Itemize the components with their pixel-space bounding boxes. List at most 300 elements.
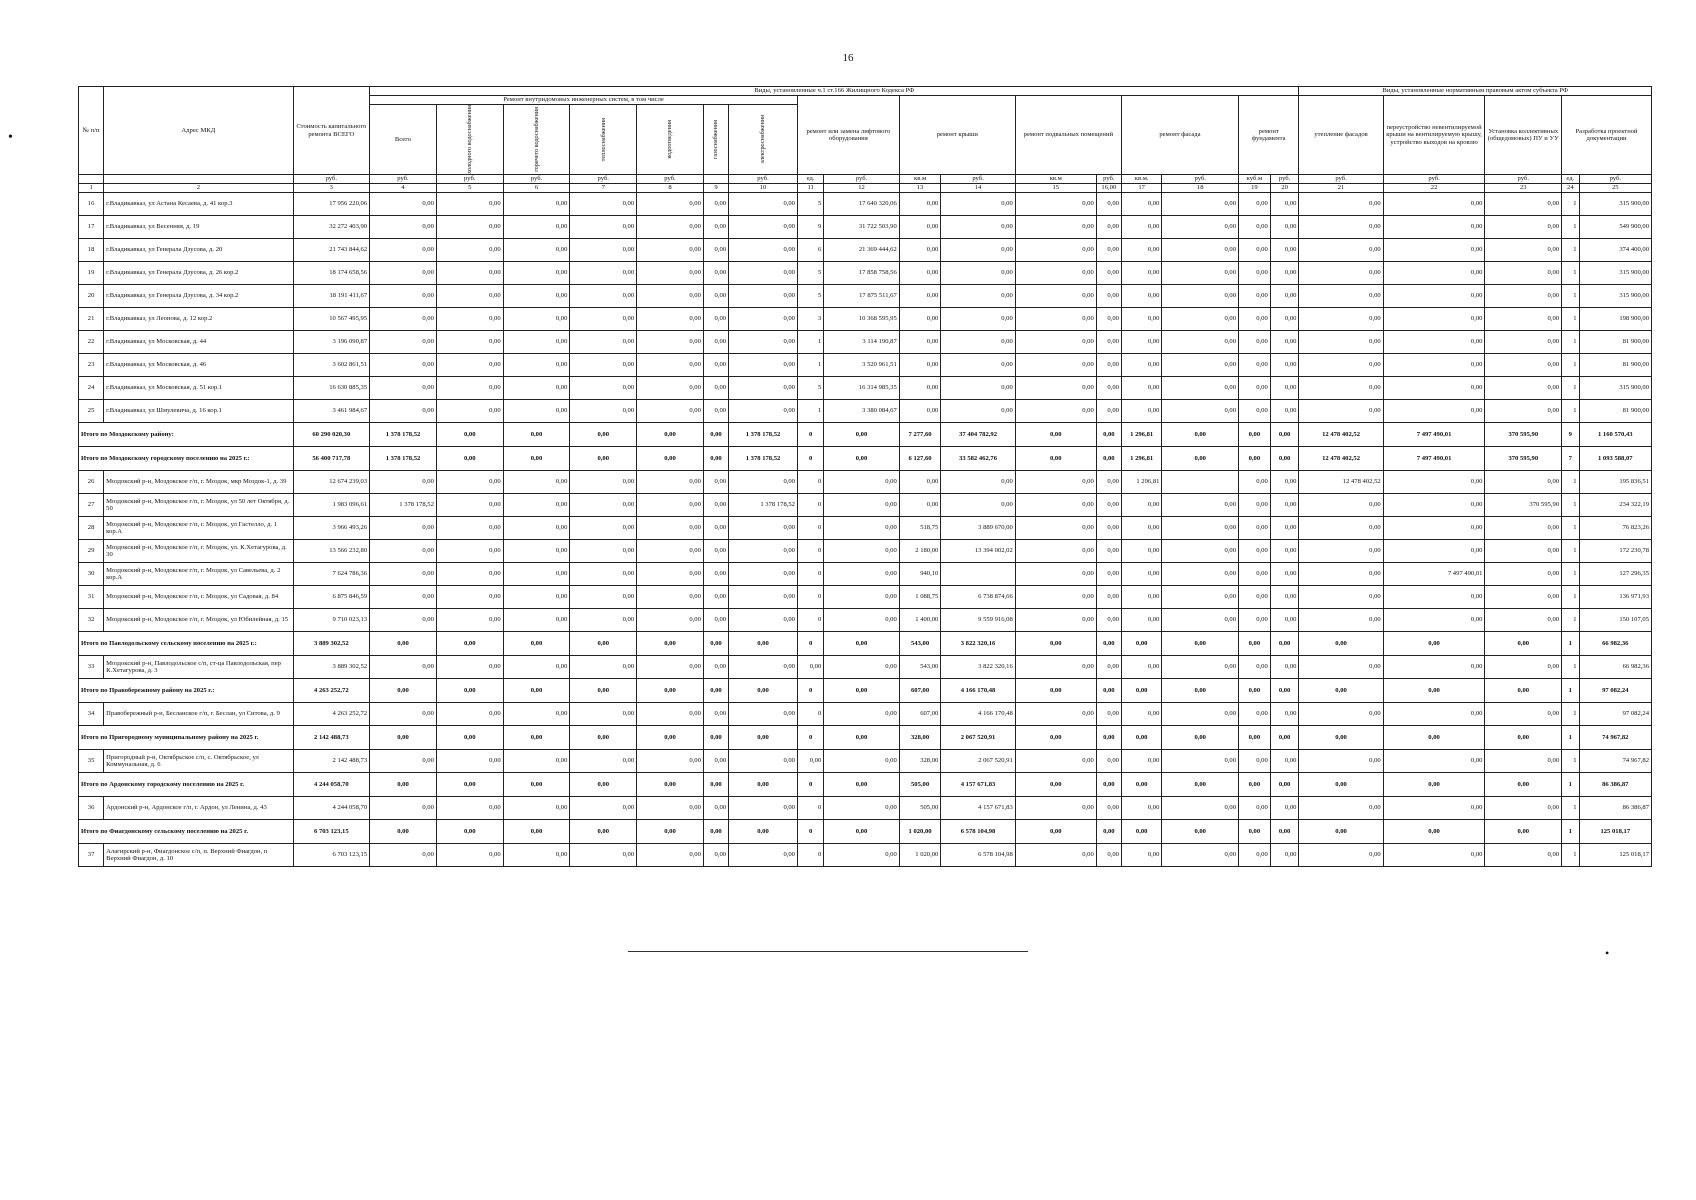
value-cell: 0,00 [1015, 216, 1096, 239]
value-cell: 1 [1562, 540, 1580, 563]
header-cost-total: Стоимость капитального ремонта ВСЕГО [293, 87, 370, 175]
value-cell: 18 191 411,67 [293, 285, 370, 308]
value-cell: 0,00 [436, 308, 503, 331]
value-cell: 0,00 [570, 609, 637, 632]
value-cell: 12 478 402,52 [1299, 447, 1383, 471]
header-hot-water [503, 105, 570, 175]
value-cell: 0,00 [370, 656, 437, 679]
value-cell: 0,00 [1121, 517, 1161, 540]
value-cell: 0,00 [1096, 679, 1121, 703]
value-cell: 0,00 [824, 494, 900, 517]
value-cell: 81 900,00 [1579, 354, 1651, 377]
header-gas [703, 105, 728, 175]
table-row [79, 540, 1652, 563]
value-cell: 1 378 178,52 [370, 494, 437, 517]
value-cell: 2 067 520,91 [941, 750, 1015, 773]
value-cell: 4 263 252,72 [293, 703, 370, 726]
row-number: 22 [79, 331, 104, 354]
value-cell: 3 [797, 308, 823, 331]
value-cell: 0,00 [370, 193, 437, 216]
value-cell: 7 [1562, 447, 1580, 471]
value-cell: 0,00 [1239, 586, 1271, 609]
value-cell: 0,00 [570, 423, 637, 447]
value-cell: 0,00 [824, 820, 900, 844]
value-cell: 0,00 [1239, 773, 1271, 797]
value-cell: 0,00 [824, 447, 900, 471]
value-cell: 0,00 [1162, 308, 1239, 331]
row-address: Моздокский р-н, Моздокское г/п, г. Моздок, мкр Моздок-1, д. 39 [104, 471, 293, 494]
value-cell: 3 520 961,51 [824, 354, 900, 377]
value-cell: 0,00 [1383, 632, 1485, 656]
value-cell: 1 020,00 [899, 820, 941, 844]
value-cell: 0,00 [637, 377, 704, 400]
value-cell: 0,00 [570, 216, 637, 239]
value-cell: 0,00 [370, 285, 437, 308]
value-cell: 0,00 [1239, 285, 1271, 308]
value-cell: 0,00 [824, 609, 900, 632]
value-cell: 1 [1562, 377, 1580, 400]
capital-repair-table [78, 86, 1652, 867]
value-cell: 0,00 [797, 750, 823, 773]
value-cell: 7 497 490,01 [1383, 447, 1485, 471]
value-cell: 1 [1562, 703, 1580, 726]
value-cell: 0,00 [1383, 517, 1485, 540]
value-cell: 0,00 [1096, 471, 1121, 494]
value-cell: 0,00 [570, 703, 637, 726]
value-cell: 0,00 [637, 773, 704, 797]
value-cell: 1 [1562, 308, 1580, 331]
value-cell: 0,00 [703, 377, 728, 400]
value-cell: 0,00 [941, 216, 1015, 239]
value-cell: 0,00 [1270, 773, 1299, 797]
table-row [79, 494, 1652, 517]
value-cell: 0,00 [1239, 632, 1271, 656]
unit-cell: руб. [293, 175, 370, 184]
value-cell: 0,00 [703, 632, 728, 656]
row-number: 29 [79, 540, 104, 563]
subtotal-row [79, 679, 1652, 703]
value-cell: 1 [1562, 563, 1580, 586]
value-cell: 66 982,36 [1579, 656, 1651, 679]
value-cell: 9 710 023,13 [293, 609, 370, 632]
value-cell: 33 582 462,76 [941, 447, 1015, 471]
row-number: 27 [79, 494, 104, 517]
value-cell: 0,00 [729, 703, 798, 726]
value-cell: 0,00 [436, 586, 503, 609]
value-cell: 0,00 [729, 308, 798, 331]
value-cell: 0,00 [436, 216, 503, 239]
value-cell: 0,00 [1121, 285, 1161, 308]
value-cell: 74 967,82 [1579, 726, 1651, 750]
value-cell: 0,00 [436, 679, 503, 703]
value-cell: 0,00 [729, 586, 798, 609]
value-cell: 0,00 [1162, 797, 1239, 820]
value-cell: 0,00 [370, 354, 437, 377]
unit-cell: руб. [637, 175, 704, 184]
value-cell: 0,00 [1015, 423, 1096, 447]
value-cell: 0,00 [1299, 679, 1383, 703]
value-cell: 0,00 [729, 797, 798, 820]
value-cell: 1 [1562, 285, 1580, 308]
value-cell: 0,00 [1270, 285, 1299, 308]
value-cell: 0 [797, 494, 823, 517]
value-cell: 0,00 [370, 308, 437, 331]
value-cell: 0,00 [1485, 400, 1562, 423]
value-cell: 0,00 [1162, 540, 1239, 563]
column-number-cell: 21 [1299, 184, 1383, 193]
value-cell: 0,00 [1015, 540, 1096, 563]
value-cell: 31 722 503,90 [824, 216, 900, 239]
value-cell: 4 157 671,83 [941, 773, 1015, 797]
value-cell: 0,00 [1299, 726, 1383, 750]
header-address: Адрес МКД [104, 87, 293, 175]
row-address: Моздокский р-н, Моздокское г/п, г. Моздок, ул Савельева, д. 2 кор.А [104, 563, 293, 586]
header-roof: ремонт крыши [899, 96, 1015, 175]
value-cell: 0,00 [1121, 262, 1161, 285]
value-cell: 0,00 [824, 773, 900, 797]
value-cell: 0,00 [1239, 308, 1271, 331]
value-cell: 0 [797, 726, 823, 750]
header-insulation: утепление фасадов [1299, 96, 1383, 175]
row-address: Пригородный р-н, Октябрьское с/п, с. Октябрьское, ул Коммунальная, д. 6 [104, 750, 293, 773]
subtotal-label: Итого по Моздокскому городскому поселению на 2025 г.: [79, 447, 294, 471]
value-cell: 0,00 [824, 679, 900, 703]
value-cell: 0,00 [1299, 844, 1383, 867]
value-cell: 6 703 123,15 [293, 844, 370, 867]
value-cell: 0,00 [1015, 609, 1096, 632]
value-cell: 0,00 [703, 517, 728, 540]
value-cell: 0,00 [1299, 377, 1383, 400]
value-cell: 0,00 [1096, 844, 1121, 867]
value-cell: 3 889 302,52 [293, 656, 370, 679]
units-row [79, 175, 1652, 184]
value-cell: 0,00 [1121, 400, 1161, 423]
unit-cell: кв.м [1015, 175, 1096, 184]
value-cell: 0,00 [1485, 609, 1562, 632]
value-cell: 0,00 [1239, 609, 1271, 632]
value-cell: 0,00 [1121, 494, 1161, 517]
value-cell [1162, 471, 1239, 494]
value-cell: 0,00 [1239, 844, 1271, 867]
value-cell: 0,00 [1162, 331, 1239, 354]
value-cell: 0,00 [1121, 354, 1161, 377]
value-cell: 0,00 [570, 797, 637, 820]
value-cell: 0,00 [703, 193, 728, 216]
column-number-cell: 4 [370, 184, 437, 193]
value-cell: 0,00 [503, 609, 570, 632]
value-cell: 370 595,90 [1485, 494, 1562, 517]
value-cell: 0,00 [729, 285, 798, 308]
value-cell: 0 [797, 540, 823, 563]
value-cell: 1 [1562, 494, 1580, 517]
header-electric-text: электроснабжения [759, 115, 767, 164]
value-cell: 0,00 [637, 726, 704, 750]
value-cell: 0,00 [1270, 540, 1299, 563]
value-cell: 0,00 [436, 517, 503, 540]
value-cell: 0,00 [370, 844, 437, 867]
row-address: Моздокский р-н, Моздокское г/п, г. Моздок, ул. К.Хетагурова, д. 30 [104, 540, 293, 563]
header-design: Разработка проектной документации [1562, 96, 1652, 175]
value-cell: 0,00 [637, 797, 704, 820]
value-cell: 12 478 402,52 [1299, 423, 1383, 447]
value-cell: 0,00 [503, 679, 570, 703]
value-cell: 1 [1562, 239, 1580, 262]
value-cell: 81 900,00 [1579, 331, 1651, 354]
value-cell: 0,00 [370, 679, 437, 703]
unit-cell [79, 175, 104, 184]
value-cell: 0,00 [503, 471, 570, 494]
value-cell: 0,00 [899, 262, 941, 285]
value-cell: 13 566 232,80 [293, 540, 370, 563]
value-cell: 0,00 [570, 726, 637, 750]
value-cell: 4 166 170,48 [941, 679, 1015, 703]
value-cell: 0,00 [370, 540, 437, 563]
value-cell: 0,00 [729, 400, 798, 423]
row-address: г.Владикавказ, ул Шмулевича, д. 16 кор.1 [104, 400, 293, 423]
value-cell: 0,00 [1239, 726, 1271, 750]
value-cell: 1 [1562, 193, 1580, 216]
value-cell: 0,00 [703, 331, 728, 354]
value-cell: 0,00 [941, 262, 1015, 285]
value-cell: 0,00 [1299, 703, 1383, 726]
value-cell: 0,00 [1299, 517, 1383, 540]
value-cell: 3 966 493,26 [293, 517, 370, 540]
value-cell: 0,00 [436, 726, 503, 750]
value-cell: 0,00 [1383, 400, 1485, 423]
table-body [79, 193, 1652, 867]
column-number-cell: 25 [1579, 184, 1651, 193]
value-cell: 0,00 [1383, 586, 1485, 609]
value-cell: 0,00 [703, 262, 728, 285]
value-cell: 0,00 [570, 331, 637, 354]
value-cell: 1 983 096,61 [293, 494, 370, 517]
value-cell: 0 [797, 517, 823, 540]
value-cell: 0,00 [1383, 609, 1485, 632]
row-number: 33 [79, 656, 104, 679]
row-number: 31 [79, 586, 104, 609]
value-cell: 0,00 [1121, 656, 1161, 679]
value-cell: 6 [797, 239, 823, 262]
subtotal-row [79, 726, 1652, 750]
value-cell: 0,00 [370, 239, 437, 262]
value-cell: 0,00 [1096, 239, 1121, 262]
value-cell: 0,00 [1121, 750, 1161, 773]
value-cell: 0,00 [1299, 773, 1383, 797]
row-number: 25 [79, 400, 104, 423]
value-cell: 9 [1562, 423, 1580, 447]
value-cell: 0,00 [1383, 679, 1485, 703]
value-cell: 0,00 [637, 354, 704, 377]
value-cell: 0,00 [570, 820, 637, 844]
table-row [79, 400, 1652, 423]
value-cell: 0,00 [1239, 400, 1271, 423]
value-cell: 150 107,05 [1579, 609, 1651, 632]
subtotal-row [79, 773, 1652, 797]
value-cell: 0,00 [436, 540, 503, 563]
subtotal-label: Итого по Пригородному муниципальному району на 2025 г. [79, 726, 294, 750]
value-cell: 1 [1562, 632, 1580, 656]
value-cell: 0,00 [1299, 308, 1383, 331]
value-cell: 0,00 [797, 656, 823, 679]
value-cell: 0,00 [729, 726, 798, 750]
value-cell: 0 [797, 471, 823, 494]
value-cell: 0,00 [570, 377, 637, 400]
header-cold-water [436, 105, 503, 175]
value-cell: 0,00 [503, 494, 570, 517]
value-cell: 0,00 [703, 494, 728, 517]
unit-cell: руб. [436, 175, 503, 184]
value-cell: 4 244 058,70 [293, 797, 370, 820]
value-cell: 1 378 178,52 [370, 447, 437, 471]
value-cell: 1 [1562, 400, 1580, 423]
header-drainage-text: водоотведения [666, 120, 674, 159]
value-cell: 0,00 [1162, 239, 1239, 262]
value-cell: 0,00 [1383, 471, 1485, 494]
value-cell: 17 858 758,56 [824, 262, 900, 285]
value-cell: 0,00 [899, 377, 941, 400]
value-cell: 543,00 [899, 632, 941, 656]
value-cell: 0,00 [1015, 679, 1096, 703]
value-cell: 0,00 [1270, 400, 1299, 423]
value-cell: 0,00 [1162, 216, 1239, 239]
subtotal-row [79, 423, 1652, 447]
value-cell: 0,00 [1270, 193, 1299, 216]
value-cell: 0 [797, 703, 823, 726]
value-cell: 0,00 [370, 726, 437, 750]
row-number: 34 [79, 703, 104, 726]
row-address: г.Владикавказ, ул Московская, д. 44 [104, 331, 293, 354]
value-cell: 1 [1562, 331, 1580, 354]
value-cell: 0,00 [729, 632, 798, 656]
value-cell: 0,00 [1485, 308, 1562, 331]
value-cell: 6 578 104,98 [941, 844, 1015, 867]
value-cell: 86 386,87 [1579, 797, 1651, 820]
value-cell: 0,00 [703, 844, 728, 867]
column-number-cell: 22 [1383, 184, 1485, 193]
value-cell: 0,00 [503, 308, 570, 331]
row-number: 23 [79, 354, 104, 377]
value-cell: 12 674 239,03 [293, 471, 370, 494]
value-cell: 1 [1562, 656, 1580, 679]
header-drainage [637, 105, 704, 175]
unit-cell: кв.м. [1121, 175, 1161, 184]
value-cell: 0,00 [1096, 400, 1121, 423]
value-cell: 0,00 [1162, 517, 1239, 540]
value-cell: 0,00 [1299, 331, 1383, 354]
value-cell: 3 889 302,52 [293, 632, 370, 656]
value-cell: 0,00 [1121, 239, 1161, 262]
value-cell: 0,00 [729, 471, 798, 494]
value-cell: 0,00 [899, 354, 941, 377]
value-cell: 0,00 [570, 540, 637, 563]
value-cell: 0,00 [1383, 750, 1485, 773]
column-number-cell: 23 [1485, 184, 1562, 193]
value-cell: 0,00 [1096, 354, 1121, 377]
value-cell: 0,00 [1485, 844, 1562, 867]
table-row [79, 797, 1652, 820]
unit-cell: руб. [824, 175, 900, 184]
value-cell: 0,00 [729, 773, 798, 797]
value-cell: 0,00 [824, 703, 900, 726]
value-cell: 7 497 490,01 [1383, 563, 1485, 586]
value-cell: 21 743 844,62 [293, 239, 370, 262]
value-cell: 0,00 [1121, 586, 1161, 609]
value-cell: 1 [1562, 517, 1580, 540]
value-cell: 1 378 178,52 [729, 447, 798, 471]
table-row [79, 354, 1652, 377]
value-cell: 0,00 [637, 494, 704, 517]
value-cell: 0,00 [729, 844, 798, 867]
value-cell: 0,00 [637, 844, 704, 867]
row-address: г.Владикавказ, ул Весенняя, д. 19 [104, 216, 293, 239]
value-cell: 6 578 104,98 [941, 820, 1015, 844]
value-cell: 0,00 [436, 609, 503, 632]
value-cell: 0,00 [1096, 540, 1121, 563]
value-cell: 3 380 084,67 [824, 400, 900, 423]
header-group-engineering: Ремонт внутридомовых инженерных систем, в том числе [370, 96, 798, 105]
value-cell: 0,00 [1096, 216, 1121, 239]
value-cell: 0,00 [1383, 216, 1485, 239]
value-cell: 17 640 320,06 [824, 193, 900, 216]
value-cell: 0,00 [1015, 632, 1096, 656]
value-cell: 0,00 [1096, 586, 1121, 609]
row-address: г.Владикавказ, ул Леонова, д. 12 кор.2 [104, 308, 293, 331]
value-cell: 0,00 [1162, 679, 1239, 703]
value-cell: 0,00 [1096, 703, 1121, 726]
value-cell: 0,00 [370, 632, 437, 656]
column-number-cell: 5 [436, 184, 503, 193]
table-row [79, 377, 1652, 400]
value-cell: 0,00 [1015, 656, 1096, 679]
value-cell: 0,00 [436, 797, 503, 820]
value-cell: 0,00 [637, 517, 704, 540]
value-cell: 16 630 885,35 [293, 377, 370, 400]
margin-bullet-left: • [8, 130, 13, 145]
value-cell: 0,00 [824, 423, 900, 447]
value-cell: 0,00 [1096, 773, 1121, 797]
table-row [79, 262, 1652, 285]
value-cell: 0,00 [503, 773, 570, 797]
value-cell: 0,00 [1121, 820, 1161, 844]
value-cell: 0,00 [1162, 285, 1239, 308]
value-cell: 0,00 [503, 193, 570, 216]
value-cell: 0,00 [1121, 377, 1161, 400]
value-cell: 9 559 916,08 [941, 609, 1015, 632]
value-cell: 0,00 [1485, 656, 1562, 679]
value-cell: 0,00 [1299, 494, 1383, 517]
value-cell: 0,00 [729, 354, 798, 377]
value-cell: 0,00 [899, 193, 941, 216]
value-cell: 3 822 320,16 [941, 656, 1015, 679]
subtotal-row [79, 632, 1652, 656]
value-cell: 0,00 [1015, 844, 1096, 867]
value-cell: 1 [1562, 609, 1580, 632]
value-cell: 0,00 [570, 679, 637, 703]
value-cell: 0,00 [1299, 656, 1383, 679]
value-cell: 0,00 [1239, 656, 1271, 679]
unit-cell: руб. [941, 175, 1015, 184]
value-cell: 0,00 [1299, 400, 1383, 423]
value-cell: 81 900,00 [1579, 400, 1651, 423]
value-cell: 3 114 190,87 [824, 331, 900, 354]
value-cell: 1 [1562, 726, 1580, 750]
value-cell: 0,00 [1015, 400, 1096, 423]
value-cell [941, 563, 1015, 586]
value-cell: 0,00 [370, 216, 437, 239]
value-cell: 0,00 [370, 703, 437, 726]
value-cell: 0,00 [703, 216, 728, 239]
value-cell: 1 296,81 [1121, 471, 1161, 494]
